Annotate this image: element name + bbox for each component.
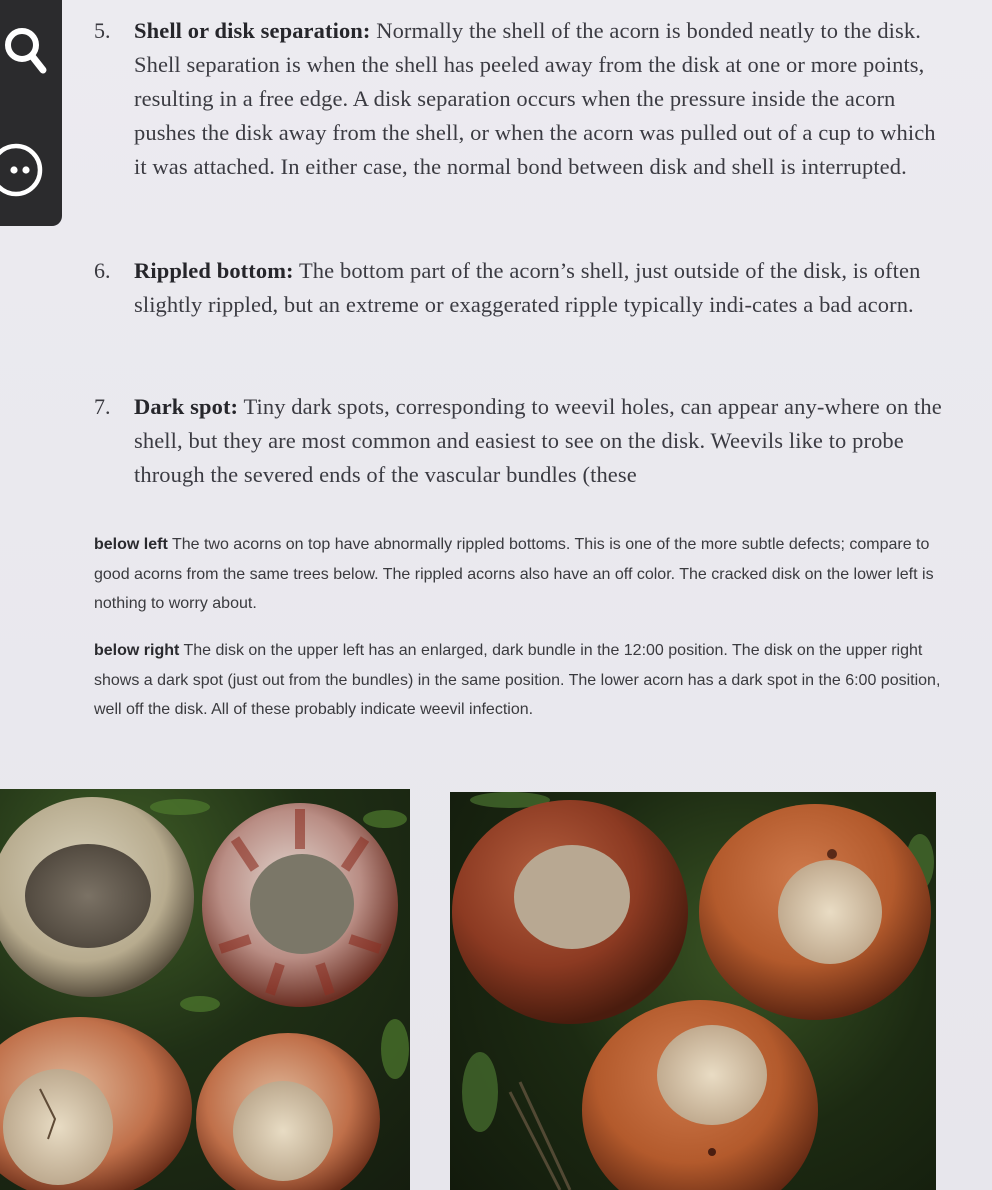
item-description: Tiny dark spots, corresponding to weevil holes, can appear any-where on the shell, but they are most common and easiest to see on the disk. Weevils like to probe through the severed ends of the vascular bundles (these [134,394,942,487]
search-icon [0,20,48,80]
item-body [134,254,944,322]
item-body [134,390,944,492]
list-item-5 [94,14,944,184]
item-body [134,14,944,184]
item-number: 5. [94,18,111,43]
caption-text: The disk on the upper left has an enlarged, dark bundle in the 12:00 position. The disk on the upper right shows a dark spot (just out from the bundles) in the same position. The lower acorn has a dark spot in the 6:00 position, well off the disk. All of these probably indicate weevil infection. [94,642,941,718]
photo-right-illustration [450,792,936,1190]
caption-text: The two acorns on top have abnormally rippled bottoms. This is one of the more subtle defects; compare to good acorns from the same trees below. The rippled acorns also have an off color. The cracked disk on the lower left is nothing to worry about. [94,536,934,612]
photo-weevil-acorns [450,792,936,1190]
item-title: Dark spot: [134,394,239,419]
caption-below-left [94,530,944,619]
caption-label: below right [94,642,180,659]
more-icon [0,138,48,198]
caption-label: below left [94,536,168,553]
search-button[interactable] [0,20,48,80]
caption-below-right [94,636,944,725]
item-number: 6. [94,258,111,283]
photo-rippled-acorns [0,789,410,1190]
item-number: 7. [94,394,111,419]
item-description: The bottom part of the acorn’s shell, just outside of the disk, is often slightly rippled, but an extreme or exaggerated ripple typically indi-cates a bad acorn. [134,258,921,317]
list-item-7 [94,390,944,492]
more-options-button[interactable] [0,138,48,198]
list-item-6 [94,254,944,322]
item-description: Normally the shell of the acorn is bonded neatly to the disk. Shell separation is when the shell has peeled away from the disk at one or more points, resulting in a free edge. A disk separation occurs when the pressure inside the acorn pushes the disk away from the shell, or when the acorn was pulled out of a cup to which it was attached. In either case, the normal bond between disk and shell is interrupted. [134,18,936,179]
item-title: Rippled bottom: [134,258,294,283]
floating-toolbar [0,0,62,226]
item-title: Shell or disk separation: [134,18,371,43]
photo-left-illustration [0,789,410,1190]
